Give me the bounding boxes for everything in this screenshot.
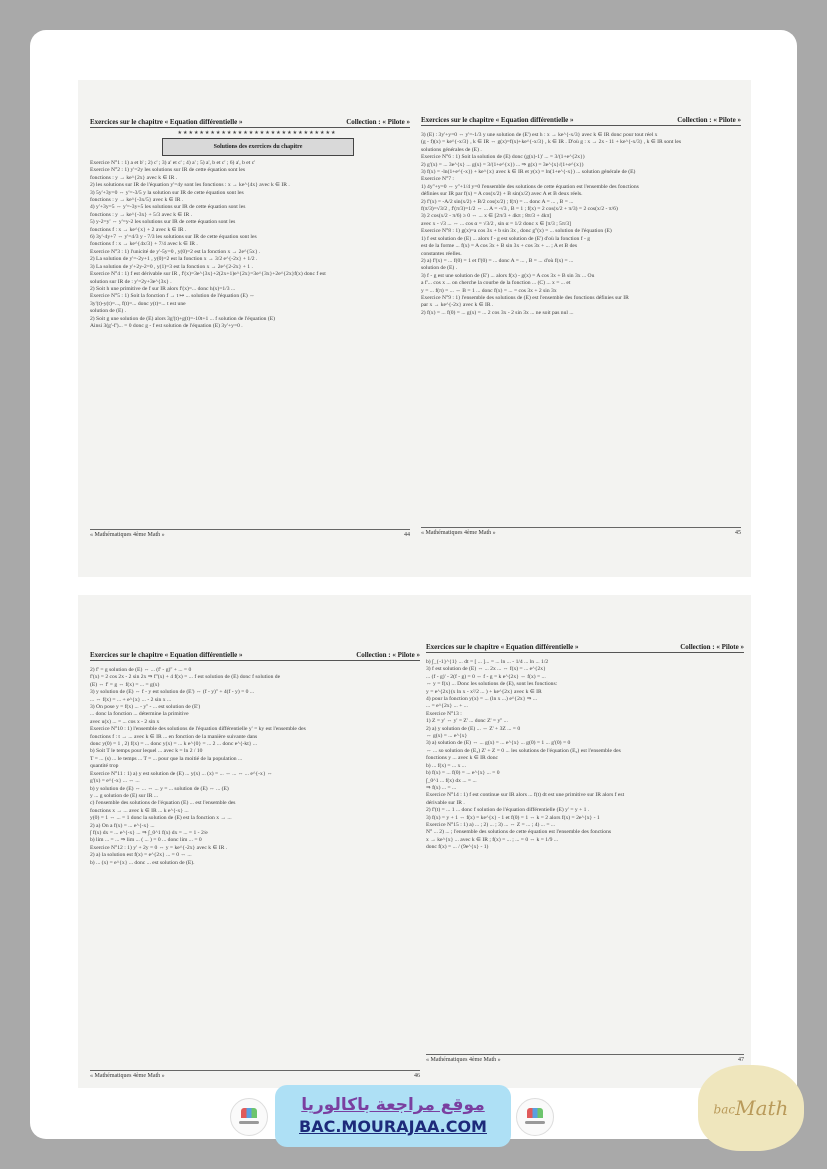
header-collection: Collection : « Pilote » bbox=[680, 643, 744, 651]
text-line: a f'... cos x ... on cherche la courbe de la fonction ... (C) ... x = ... et bbox=[421, 280, 571, 287]
page-number: 47 bbox=[738, 1057, 744, 1063]
text-line: y = ... f(π) = ... ⇔ B = 1 ... donc f(x) = ... = cos 3x + 2 sin 3x bbox=[421, 287, 557, 294]
text-line: 2) les solutions sur IR de l'équation y'=4y sont les fonctions : x → ke^{4x} avec k ∈ IR . bbox=[90, 182, 290, 189]
page-body bbox=[90, 160, 410, 330]
text-line: 6) 3y'-4y+7 ⇔ y'=4/3 y - 7/3 les solutions sur IR de cette équation sont les bbox=[90, 234, 257, 241]
text-line: b) f(x) = ... f(0) = ... e^{x} ... = 0 bbox=[426, 770, 500, 777]
text-line: 3) f(x) = -ln(1+e^{-x}) + ke^{x} avec k ∈ IR et y(x) = ln(1+e^{-x}) ... solution générale de (E) bbox=[421, 169, 636, 176]
text-line: solution de (E) . bbox=[90, 308, 127, 315]
running-header bbox=[421, 116, 741, 126]
site-url: BAC.MOURAJAA.COM bbox=[299, 1117, 487, 1136]
page-46 bbox=[90, 595, 420, 1088]
text-line: est de la forme ... f(x) = A cos 3x + B sin 3x + cos 3x + ... ; A et B des bbox=[421, 243, 578, 250]
text-line: b) lim ... = ... ⇒ lim ... ( ... ) = 0 ... donc lim ... = 0 bbox=[90, 837, 202, 844]
text-line: Exercice N°3 : 1) l'unicité de y'-5y=0 , y(0)=2 est la fonction x → 2e^{5x} . bbox=[90, 248, 261, 255]
page-number: 45 bbox=[735, 530, 741, 536]
text-line: 2) f'(t) = ... 1 ... donc f solution de l'équation différentielle (E) y' = y + 1 . bbox=[426, 807, 590, 814]
text-line: Ainsi 3(g'-f')... = 0 donc g - f est solution de l'équation (E) 3y'+y=0 . bbox=[90, 322, 243, 329]
page-number: 44 bbox=[404, 532, 410, 538]
solutions-banner: Solutions des exercices du chapitre bbox=[162, 138, 354, 156]
footer-title: « Mathématiques 4ème Math » bbox=[90, 1073, 165, 1079]
text-line: 2) g'(x) = ... 3e^{x} ... g(x) = 3/(1+e^{x}) ... ⇒ g(x) = 3e^{x}/(1+e^{x}) bbox=[421, 161, 584, 168]
text-line: fonctions x → ... avec k ∈ IR ... k e^{-x} ... bbox=[90, 807, 189, 814]
text-line: 3) y solution de (E) ⇔ f - y est solution de (E') ⇔ (f - y)'' + 4(f - y) = 0 ... bbox=[90, 689, 255, 696]
text-line: Exercice N°12 : 1) y' + 2y = 0 ⇔ y = ke^{-2x} avec k ∈ IR . bbox=[90, 844, 228, 851]
page-footer bbox=[90, 532, 410, 538]
header-collection: Collection : « Pilote » bbox=[356, 651, 420, 659]
site-name-arabic: موقع مراجعة باكالوريا bbox=[301, 1095, 485, 1115]
text-line: fonctions : y → ke^{-3x} + 5/3 avec k ∈ IR . bbox=[90, 211, 193, 218]
scan-top-spread bbox=[78, 80, 751, 577]
footer-title: « Mathématiques 4ème Math » bbox=[426, 1057, 501, 1063]
text-line: 2) Soit g une solution de (E) alors 3g'(t)+g(t)=-10t+1 ... f solution de l'équation (E) bbox=[90, 315, 276, 322]
text-line: constantes réelles. bbox=[421, 250, 462, 257]
bac-math-logo bbox=[698, 1065, 804, 1151]
text-line: ⇔ g(x) = ... e^{x} bbox=[426, 733, 468, 740]
text-line: 3) (E) : 3y'+y=0 ⇔ y'=-1/3 y une solution de (E') est h : x → ke^{-x/3} avec k ∈ IR donc pour tout réel x bbox=[421, 132, 658, 138]
text-line: 2) f' = g solution de (E) ⇔ ... (f' - g)'' + ... = 0 bbox=[90, 667, 192, 673]
text-line: 3) La solution de y'+2y-2=0 , y(1)=3 est la fonction x → 2e^{2-2x} + 1 . bbox=[90, 263, 253, 270]
text-line: 3) f(x) = y + 1 ⇔ f(x) = ke^{x} - 1 et f(0) = 1 ⇔ k = 2 alors f(x) = 2e^{x} - 1 bbox=[426, 814, 600, 821]
text-line: 3) 5y'+3y=0 ⇔ y'=-3/5 y la solution sur IR de cette équation sont les bbox=[90, 189, 244, 196]
footer-title: « Mathématiques 4ème Math » bbox=[90, 532, 165, 538]
text-line: Exercice N°7 : bbox=[421, 176, 454, 183]
scan-bottom-spread bbox=[78, 595, 751, 1088]
text-line: ⇔ y = f(x) ... Donc les solutions de (E), sont les fonctions: bbox=[426, 681, 558, 688]
text-line: fonctions : y → ke^{-3x/5} avec k ∈ IR . bbox=[90, 197, 184, 204]
text-line: 2) f'(x) = -A/2 sin(x/2) + B/2 cos(x/2) ; f(π) = ... donc A = ... , B = ... bbox=[421, 198, 574, 205]
text-line: ∫_0^1 ... f(x) dx ... = ... bbox=[426, 777, 477, 784]
text-line: y(0) = 1 ⇔ ... = 1 donc la solution de (E) est la fonction x → ... bbox=[90, 815, 232, 822]
text-line: avec u(x) ... = ... cos x - 2 sin x bbox=[90, 718, 160, 725]
running-header bbox=[426, 643, 744, 653]
text-line: Exercice N°11 : 1) a) y est solution de (E) ... y(x) ... (x) = ... ⇔ ... ⇔ ... e^{-x} ⇔ bbox=[90, 770, 273, 777]
text-line: solution de (E) . bbox=[421, 265, 458, 272]
text-line: quantité trop bbox=[90, 763, 119, 770]
running-header bbox=[90, 651, 420, 661]
text-line: Exercice N°10 : 1) l'ensemble des solutions de l'équation différentielle y' = ky est l'ensemble des bbox=[90, 726, 306, 733]
text-line: b) ∫_{-1}^{1} ... dt = [ ... ]... = ... ln ... - 1/4 ... ln ... 1/2 bbox=[426, 659, 549, 665]
header-chapter: Exercices sur le chapitre « Equation différentielle » bbox=[426, 643, 579, 651]
header-collection: Collection : « Pilote » bbox=[677, 116, 741, 124]
books-logo-icon bbox=[516, 1098, 554, 1136]
text-line: b) ... (x) = e^{x} ... donc ... est solution de (E). bbox=[90, 859, 195, 866]
text-line: par x → ke^{-2x} avec k ∈ IR . bbox=[421, 302, 494, 309]
text-line: dérivable sur IR . bbox=[426, 799, 465, 806]
text-line: solution sur IR de : y'=2y+3e^{3x} . bbox=[90, 278, 172, 285]
page-number: 46 bbox=[414, 1073, 420, 1079]
text-line: fonctions y ... avec k ∈ IR donc bbox=[426, 755, 498, 762]
text-line: 1) 4y''+y=0 ⇔ y''+1/4 y=0 l'ensemble des solutions de cette équation est l'ensemble des fonctions bbox=[421, 183, 639, 190]
text-line: Exercice N°9 : 1) l'ensemble des solutions de (E) est l'ensemble des fonctions définies sur IR bbox=[421, 294, 629, 301]
text-line: ⇒ f(x) ... = ... bbox=[426, 784, 457, 791]
text-line: (g - f)(x) = ke^{-x/3} , k ∈ IR ⇔ g(x)=f(x)+ke^{-x/3} , k ∈ IR . D'où g : x → 2x - 11 + ke^{-x/3} , k ∈ IR sont les bbox=[421, 139, 682, 146]
text-line: donc f(x) = ... / (9e^{x} - 1) bbox=[426, 844, 489, 851]
text-line: définies sur IR par f(x) = A cos(x/2) + B sin(x/2) avec A et B deux réels. bbox=[421, 191, 583, 198]
text-line: 5) y-2=y' ⇔ y'=y-2 les solutions sur IR de cette équation sont les bbox=[90, 219, 236, 226]
page-44 bbox=[90, 80, 410, 577]
text-line: fonctions f : x → ke^{4x/3} + 7/4 avec k ∈ IR . bbox=[90, 241, 198, 248]
page-body bbox=[90, 667, 420, 867]
page-sheet bbox=[30, 30, 797, 1139]
page-footer bbox=[421, 530, 741, 536]
header-collection: Collection : « Pilote » bbox=[346, 118, 410, 126]
text-line: donc y(0) = 1 , 2) f(x) = ... donc y(x) = ... k e^{0} = ... 2 ... donc e^{-kt} ... bbox=[90, 741, 258, 748]
running-header bbox=[90, 118, 410, 128]
text-line: Exercice N°8 : 1) g(x)=a cos 3x + b sin 3x , donc g''(x) = ... solution de l'équation (E) bbox=[421, 228, 612, 235]
text-line: y = e^{2x}(x ln x - x²/2 ... ) + ke^{2x} avec k ∈ IR bbox=[426, 688, 542, 695]
header-chapter: Exercices sur le chapitre « Equation différentielle » bbox=[421, 116, 574, 124]
text-line: Exercice N°2 : 1) y'=2y les solutions sur IR de cette équation sont les bbox=[90, 167, 246, 174]
text-line: N° ... 2) ... ; l'ensemble des solutions de cette équation est l'ensemble des fonctions bbox=[426, 829, 612, 836]
text-line: avec x - √3 ... ⇔ ... cos α = √3/2 , sin α = 1/2 donc x ∈ [π/3 ; 5π/3] bbox=[421, 220, 572, 227]
header-chapter: Exercices sur le chapitre « Equation différentielle » bbox=[90, 651, 243, 659]
text-line: 2) La solution de y'=-2y+1 , y(0)=2 est la fonction x → 3/2 e^{-2x} + 1/2 . bbox=[90, 256, 258, 263]
text-line: 4) y'+3y=5 ⇔ y'=-3y+5 les solutions sur IR de cette équation sont les bbox=[90, 204, 246, 211]
text-line: 3) f est solution de (E) ⇔ ... 2x ... ⇔ f(x) = ... e^{2x} bbox=[426, 666, 546, 673]
site-link-banner[interactable] bbox=[275, 1085, 511, 1147]
text-line: x → ke^{x} ... avec k ∈ IR ; f(x) = ... ; ... = 0 ⇔ k = 1/9 ... bbox=[426, 836, 559, 843]
logo-bac-text: bac bbox=[713, 1102, 736, 1117]
text-line: ⇔ ... so solution de (E₂) Z' + Z = 0 ... les solutions de l'équation (E₂) est l'ensemble des bbox=[426, 747, 621, 754]
text-line: Exercice N°15 : 1) a) ... ; 2) ... ; 3) ... ⇔ Z = ... ; 4) ... = ... bbox=[426, 821, 556, 828]
text-line: ... donc la fonction ... détermine la primitive bbox=[90, 711, 189, 718]
text-line: ... (f - g)' - 2(f - g) = 0 ⇔ f - g = k e^{2x} ⇔ f(x) = ... bbox=[426, 673, 546, 680]
text-line: 3y'(t)-y(t)=..., f(t)=... donc y(t)=... t est une bbox=[90, 300, 186, 307]
text-line: 2) a) y solution de (E) ... ⇔ Z' + 3Z ... = 0 bbox=[426, 725, 521, 732]
text-line: 3) On pose y = f(x) ... - y'' - ... est solution de (E') bbox=[90, 704, 201, 711]
text-line: 1) f est solution de (E) ... alors f - g est solution de (E') d'où la fonction f - g bbox=[421, 235, 591, 242]
books-logo-icon bbox=[230, 1098, 268, 1136]
page-footer bbox=[426, 1057, 744, 1063]
text-line: g'(x) = e^{-x} ... ⇔ ... bbox=[90, 778, 140, 785]
footer-title: « Mathématiques 4ème Math » bbox=[421, 530, 496, 536]
text-line: Exercice N°13 : bbox=[426, 710, 462, 717]
text-line: Exercice N°5 : 1) Soit la fonction f → t ↦ ... solution de l'équation (E) ⇔ bbox=[90, 293, 255, 300]
text-line: (E) ⇔ f' = g ⇔ f(x) = ... = g(x) bbox=[90, 681, 160, 688]
text-line: 3) f - g est une solution de (E') ... alors f(x) - g(x) = A cos 3x + B sin 3x ... Ou bbox=[421, 272, 595, 279]
text-line: b) Soit T le temps pour lequel ... avec k = ln 2 / 10 bbox=[90, 748, 203, 755]
text-line: c) l'ensemble des solutions de l'équation (E) ... est l'ensemble des bbox=[90, 800, 236, 807]
text-line: 2) a) On a f(x) = ... e^{-x} ... bbox=[90, 822, 155, 829]
text-line: f'(x) = 2 cos 2x - 2 sin 2x ⇒ f''(x) + 4 f(x) = ... f est solution de (E) donc f solution de bbox=[90, 674, 281, 681]
text-line: 4) pour la fonction y(x) = ... (ln x ...) e^{2x} ⇒ ... bbox=[426, 696, 538, 703]
text-line: 2) a) la solution est f(x) = e^{2x} ... = 0 ⇔ ... bbox=[90, 852, 192, 859]
text-line: b) ... f(x) = ... x ... bbox=[426, 762, 466, 769]
header-chapter: Exercices sur le chapitre « Equation différentielle » bbox=[90, 118, 243, 126]
text-line: Exercice N°4 : 1) f est dérivable sur IR , f'(x)=3e^{3x}+2(2x+1)e^{2x}=3e^{3x}+2e^{2x}f(x) donc f est bbox=[90, 271, 326, 278]
text-line: Exercice N°14 : 1) f est continue sur IR alors ... f(t) dt est une primitive sur IR alors f est bbox=[426, 792, 625, 799]
text-line: 2) a) f'(x) = ... f(0) = 1 et f'(0) = ... donc A = ... , B = ... d'où f(x) = ... bbox=[421, 257, 574, 264]
page-body bbox=[421, 132, 741, 317]
text-line: b) y solution de (E) ⇔ ... ⇔ ... y = ... solution de (E) ⇔ ... (E) bbox=[90, 785, 229, 792]
text-line: ... = e^{2x} ... + ... bbox=[426, 703, 468, 710]
text-line: Exercice N°6 : 1) Soit la solution de (E) donc (g(x)-1)' ... = 3/(1+e^{2x}) bbox=[421, 154, 585, 161]
page-47 bbox=[426, 595, 744, 1088]
text-line: solutions générales de (E) . bbox=[421, 146, 482, 153]
text-line: 3) 2 cos(x/2 - π/6) ≥ 0 ⇔ ... x ∈ [2π/3 + 4kπ ; 8π/3 + 4kπ] bbox=[421, 213, 552, 220]
text-line: 3) a) solution de (E) ⇔ ... g(x) = ... e^{x} ... g(0) = 1 ... g'(0) = 0 bbox=[426, 740, 571, 747]
page-footer bbox=[90, 1073, 420, 1079]
page-45 bbox=[421, 80, 741, 577]
page-body bbox=[426, 659, 744, 852]
text-line: Exercice N°1 : 1) a et b' ; 2) c' ; 3) a' et c' ; 4) a' ; 5) a', b et c' ; 6) a', b et c' bbox=[90, 160, 256, 166]
text-line: y ... g solution de (E) sur IR ... bbox=[90, 792, 159, 799]
text-line: 2) Soit h une primitive de f sur IR alors f'(x)=... donc h(x)=1/3 ... bbox=[90, 285, 236, 292]
text-line: f(π/3)=√3/2 , f'(π/3)=1/2 ⇔ ... A = -√3 , B = 1 ; f(x) = 2 cos(x/2 + π/3) = 2 cos(x/2 - π/6) bbox=[421, 206, 618, 213]
text-line: fonctions : y → ke^{2x} avec k ∈ IR . bbox=[90, 174, 178, 181]
text-line: fonctions f : x → ke^{x} + 2 avec k ∈ IR . bbox=[90, 226, 187, 233]
text-line: fonctions f : t → ... avec k ∈ IR ... en fonction de la manière suivante dans bbox=[90, 733, 258, 740]
text-line: 2) f(x) = ... f(0) = ... g(x) = ... 2 cos 3x - 2 sin 3x ... ne soit pas nul ... bbox=[421, 309, 574, 316]
text-line: ∫ f(x) dx = ... e^{-x} ... ⇒ ∫_0^1 f(x) dx = ... = 1 - 2/e bbox=[90, 829, 208, 836]
logo-math-text: Math bbox=[735, 1096, 789, 1120]
banner-stars: ★★★★★★★★★★★★★★★★★★★★★★★★★★★★★ bbox=[177, 131, 337, 136]
text-line: 1) Z = y' ⇔ y' = Z' ... donc Z' = y'' ... bbox=[426, 718, 508, 725]
text-line: T = ... (s) ... le temps ... T = ... pour que la moitié de la population ... bbox=[90, 755, 243, 762]
text-line: ... ⇔ f(x) = ... + e^{x} ... - 2 sin x ... bbox=[90, 696, 172, 703]
